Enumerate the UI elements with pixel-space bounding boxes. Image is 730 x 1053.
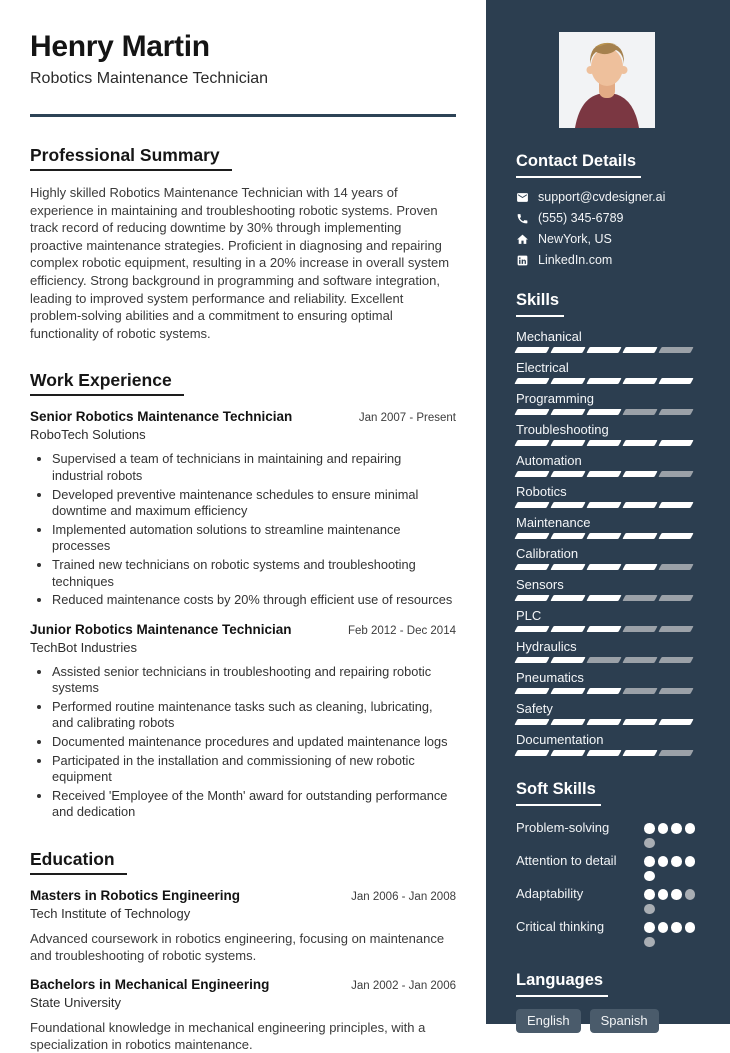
skill-bar-segment — [514, 688, 549, 694]
soft-skill-item — [516, 884, 698, 914]
section-languages — [516, 971, 698, 1033]
soft-skill-dot — [644, 871, 655, 882]
section-heading-education: Education — [30, 849, 127, 875]
section-work-experience — [30, 370, 456, 821]
skill-label: PLC — [516, 608, 542, 623]
skill-level-bar — [516, 750, 698, 756]
skill-label: Robotics — [516, 484, 567, 499]
soft-skill-dot — [671, 823, 682, 834]
soft-skill-label: Adaptability — [516, 886, 584, 901]
job-company: TechBot Industries — [30, 639, 137, 655]
skill-level-bar — [516, 440, 698, 446]
skill-level-bar — [516, 719, 698, 725]
skill-bar-segment — [587, 626, 622, 632]
soft-skill-dot — [685, 922, 696, 933]
linkedin-icon — [516, 254, 529, 267]
skill-bar-segment — [659, 440, 694, 446]
soft-skill-dot — [671, 922, 682, 933]
skill-bar-segment — [550, 595, 585, 601]
jobs-list — [30, 409, 456, 821]
skill-bar-segment — [587, 378, 622, 384]
sidebar — [486, 0, 730, 1028]
skill-item — [516, 701, 698, 725]
soft-skill-dot — [685, 889, 696, 900]
skill-level-bar — [516, 626, 698, 632]
skill-bar-segment — [587, 409, 622, 415]
skill-label: Pneumatics — [516, 670, 584, 685]
skill-bar-segment — [550, 750, 585, 756]
skill-bar-segment — [659, 657, 694, 663]
skill-bar-segment — [550, 471, 585, 477]
skill-item — [516, 453, 698, 477]
contact-item — [516, 232, 698, 246]
degree-header — [30, 888, 456, 903]
skill-label: Electrical — [516, 360, 569, 375]
skill-bar-segment — [587, 440, 622, 446]
skill-level-bar — [516, 347, 698, 353]
section-heading-contact: Contact Details — [516, 152, 641, 178]
skill-bar-segment — [623, 564, 658, 570]
soft-skill-dot — [685, 856, 696, 867]
skill-bar-segment — [550, 564, 585, 570]
skill-bar-segment — [550, 409, 585, 415]
section-skills — [516, 291, 698, 756]
soft-skill-dot — [658, 823, 669, 834]
skill-bar-segment — [659, 471, 694, 477]
soft-skill-dot — [644, 823, 655, 834]
summary-text: Highly skilled Robotics Maintenance Technician with 14 years of experience in maintaining and troubleshooting robotic systems. Proven track record of reducing downtime by 30% through implementing proactive maintenance strategies. Proficient in diagnosing and repairing complex robotic equipment, resulting in a 20% increase in overall system efficiency. Strong background in programming and software integration, leading to improved system performance and reliability. Excellent problem-solving abilities and a commitment to ensuring optimal functionality of robotic systems. — [30, 185, 450, 341]
section-education — [30, 849, 456, 1053]
skill-bar-segment — [550, 657, 585, 663]
skill-item — [516, 670, 698, 694]
skill-bar-segment — [659, 347, 694, 353]
degree-title: Bachelors in Mechanical Engineering — [30, 977, 270, 993]
skill-bar-segment — [659, 378, 694, 384]
soft-skill-dot — [644, 904, 655, 915]
skill-bar-segment — [514, 657, 549, 663]
skill-bar-segment — [587, 502, 622, 508]
soft-skill-dot — [644, 838, 655, 849]
degree-school: Tech Institute of Technology — [30, 906, 191, 922]
job-title: Junior Robotics Maintenance Technician — [30, 621, 292, 637]
skill-bar-segment — [587, 347, 622, 353]
language-pill: Spanish — [590, 1009, 659, 1033]
skill-bar-segment — [659, 688, 694, 694]
skill-bar-segment — [550, 688, 585, 694]
skill-bar-segment — [550, 719, 585, 725]
skill-bar-segment — [623, 347, 658, 353]
degree-entry — [30, 888, 456, 964]
job-bullet: • Trained new technicians on robotic systems and troubleshooting techniques — [52, 557, 456, 590]
skill-bar-segment — [514, 719, 549, 725]
skill-label: Automation — [516, 453, 582, 468]
soft-skill-dot — [644, 922, 655, 933]
skill-item — [516, 639, 698, 663]
language-pill: English — [516, 1009, 581, 1033]
job-bullet: • Performed routine maintenance tasks such as cleaning, lubricating, and calibrating robots — [52, 699, 456, 732]
skill-item — [516, 577, 698, 601]
soft-skill-dot — [658, 889, 669, 900]
degree-description: Foundational knowledge in mechanical engineering principles, with a specialization in robotics maintenance. — [30, 1020, 426, 1053]
contact-text: (555) 345-6789 — [538, 211, 624, 225]
section-soft-skills — [516, 780, 698, 947]
contact-text: LinkedIn.com — [538, 253, 613, 267]
skill-item — [516, 732, 698, 756]
job-company: RoboTech Solutions — [30, 427, 146, 443]
skill-item — [516, 391, 698, 415]
degree-description: Advanced coursework in robotics engineering, focusing on maintenance and troubleshooting of robotic systems. — [30, 931, 445, 964]
skill-level-bar — [516, 688, 698, 694]
job-bullet: • Reduced maintenance costs by 20% through efficient use of resources — [52, 592, 456, 609]
skill-bar-segment — [587, 564, 622, 570]
skill-bar-segment — [587, 533, 622, 539]
soft-skill-item — [516, 818, 698, 848]
skill-bar-segment — [587, 688, 622, 694]
skill-bar-segment — [587, 471, 622, 477]
soft-skill-dot — [671, 889, 682, 900]
skill-bar-segment — [587, 657, 622, 663]
skill-level-bar — [516, 409, 698, 415]
skill-bar-segment — [514, 409, 549, 415]
skill-level-bar — [516, 471, 698, 477]
skill-label: Maintenance — [516, 515, 591, 530]
soft-skills-list — [516, 818, 698, 947]
languages-list — [516, 1009, 698, 1033]
skill-bar-segment — [587, 719, 622, 725]
skill-bar-segment — [623, 595, 658, 601]
job-bullets — [30, 451, 456, 608]
skill-bar-segment — [587, 595, 622, 601]
skill-level-bar — [516, 378, 698, 384]
skill-level-bar — [516, 502, 698, 508]
degree-school: State University — [30, 995, 122, 1011]
skill-bar-segment — [623, 409, 658, 415]
skill-label: Hydraulics — [516, 639, 577, 654]
degree-dates: Jan 2002 - Jan 2006 — [351, 980, 456, 993]
skill-bar-segment — [514, 626, 549, 632]
avatar-illustration — [559, 32, 655, 128]
job-dates: Feb 2012 - Dec 2014 — [347, 624, 456, 637]
skill-bar-segment — [659, 750, 694, 756]
job-bullet: • Developed preventive maintenance schedules to ensure minimal downtime and maximum efficiency — [52, 487, 456, 520]
skill-bar-segment — [514, 502, 549, 508]
skill-item — [516, 484, 698, 508]
section-professional-summary — [30, 145, 456, 342]
skill-level-bar — [516, 564, 698, 570]
skill-bar-segment — [623, 378, 658, 384]
skill-bar-segment — [514, 378, 549, 384]
soft-skill-dot — [671, 856, 682, 867]
soft-skill-dot — [658, 922, 669, 933]
skill-label: Programming — [516, 391, 595, 406]
job-title: Senior Robotics Maintenance Technician — [30, 409, 293, 425]
skill-bar-segment — [623, 440, 658, 446]
job-header — [30, 409, 456, 424]
skill-bar-segment — [659, 409, 694, 415]
skill-bar-segment — [659, 626, 694, 632]
home-icon — [516, 233, 529, 246]
skill-bar-segment — [623, 533, 658, 539]
job-bullet: • Participated in the installation and commissioning of new robotic equipment — [52, 753, 456, 786]
section-heading-summary: Professional Summary — [30, 145, 232, 171]
job-entry — [30, 622, 456, 821]
soft-skill-dots — [644, 917, 698, 947]
contact-item[interactable] — [516, 190, 698, 204]
skill-bar-segment — [550, 440, 585, 446]
job-bullet: • Implemented automation solutions to streamline maintenance processes — [52, 522, 456, 555]
section-heading-soft-skills: Soft Skills — [516, 780, 601, 806]
job-bullet: • Supervised a team of technicians in maintaining and repairing industrial robots — [52, 451, 456, 484]
skill-label: Calibration — [516, 546, 579, 561]
skill-bar-segment — [623, 626, 658, 632]
skill-bar-segment — [659, 719, 694, 725]
soft-skill-label: Problem-solving — [516, 820, 610, 835]
skill-bar-segment — [514, 564, 549, 570]
job-bullet: • Received 'Employee of the Month' award for outstanding performance and dedication — [52, 788, 456, 821]
skill-bar-segment — [550, 347, 585, 353]
skill-bar-segment — [587, 750, 622, 756]
header-block — [30, 30, 456, 117]
profile-photo-wrap — [516, 32, 698, 128]
skill-label: Troubleshooting — [516, 422, 609, 437]
contact-list — [516, 190, 698, 267]
skill-item — [516, 546, 698, 570]
header-divider — [30, 114, 456, 117]
job-bullet: • Documented maintenance procedures and updated maintenance logs — [52, 734, 456, 751]
soft-skill-dots — [644, 884, 698, 914]
degrees-list — [30, 888, 456, 1053]
skill-item — [516, 422, 698, 446]
skill-item — [516, 608, 698, 632]
skill-bar-segment — [514, 595, 549, 601]
degree-dates: Jan 2006 - Jan 2008 — [351, 891, 456, 904]
job-header — [30, 622, 456, 637]
skill-label: Sensors — [516, 577, 564, 592]
skill-bar-segment — [514, 440, 549, 446]
soft-skill-dots — [644, 851, 698, 881]
skill-bar-segment — [623, 688, 658, 694]
soft-skill-label: Critical thinking — [516, 919, 605, 934]
skill-bar-segment — [623, 502, 658, 508]
skill-bar-segment — [550, 502, 585, 508]
skill-bar-segment — [550, 533, 585, 539]
section-heading-languages: Languages — [516, 971, 608, 997]
skill-bar-segment — [659, 564, 694, 570]
job-bullets — [30, 664, 456, 821]
soft-skill-item — [516, 917, 698, 947]
degree-header — [30, 977, 456, 992]
soft-skill-dot — [685, 823, 696, 834]
skills-list — [516, 329, 698, 756]
skill-bar-segment — [623, 657, 658, 663]
skill-bar-segment — [659, 502, 694, 508]
contact-text: support@cvdesigner.ai — [538, 190, 666, 204]
envelope-icon — [516, 191, 529, 204]
degree-entry — [30, 977, 456, 1053]
soft-skill-label: Attention to detail — [516, 853, 617, 868]
section-heading-skills: Skills — [516, 291, 564, 317]
job-entry — [30, 409, 456, 608]
profile-photo — [559, 32, 655, 128]
soft-skill-dot — [644, 889, 655, 900]
job-dates: Jan 2007 - Present — [358, 412, 456, 425]
section-heading-experience: Work Experience — [30, 370, 184, 396]
skill-bar-segment — [550, 626, 585, 632]
soft-skill-dots — [644, 818, 698, 848]
skill-bar-segment — [623, 750, 658, 756]
skill-item — [516, 360, 698, 384]
skill-label: Documentation — [516, 732, 604, 747]
contact-item[interactable] — [516, 253, 698, 267]
soft-skill-dot — [658, 856, 669, 867]
skill-bar-segment — [514, 471, 549, 477]
contact-item[interactable] — [516, 211, 698, 225]
skill-label: Mechanical — [516, 329, 582, 344]
skill-bar-segment — [550, 378, 585, 384]
skill-level-bar — [516, 533, 698, 539]
skill-level-bar — [516, 595, 698, 601]
skill-level-bar — [516, 657, 698, 663]
skill-bar-segment — [514, 347, 549, 353]
skill-bar-segment — [659, 533, 694, 539]
skill-label: Safety — [516, 701, 553, 716]
skill-item — [516, 515, 698, 539]
section-contact-details — [516, 152, 698, 267]
skill-bar-segment — [659, 595, 694, 601]
skill-bar-segment — [623, 471, 658, 477]
soft-skill-dot — [644, 856, 655, 867]
person-job-title: Robotics Maintenance Technician — [30, 70, 269, 87]
job-bullet: • Assisted senior technicians in troubleshooting and repairing robotic systems — [52, 664, 456, 697]
skill-bar-segment — [514, 533, 549, 539]
skill-item — [516, 329, 698, 353]
soft-skill-item — [516, 851, 698, 881]
phone-icon — [516, 212, 529, 225]
soft-skill-dot — [644, 937, 655, 948]
skill-bar-segment — [623, 719, 658, 725]
person-name: Henry Martin — [30, 30, 210, 63]
degree-title: Masters in Robotics Engineering — [30, 888, 241, 904]
skill-bar-segment — [514, 750, 549, 756]
contact-text: NewYork, US — [538, 232, 612, 246]
